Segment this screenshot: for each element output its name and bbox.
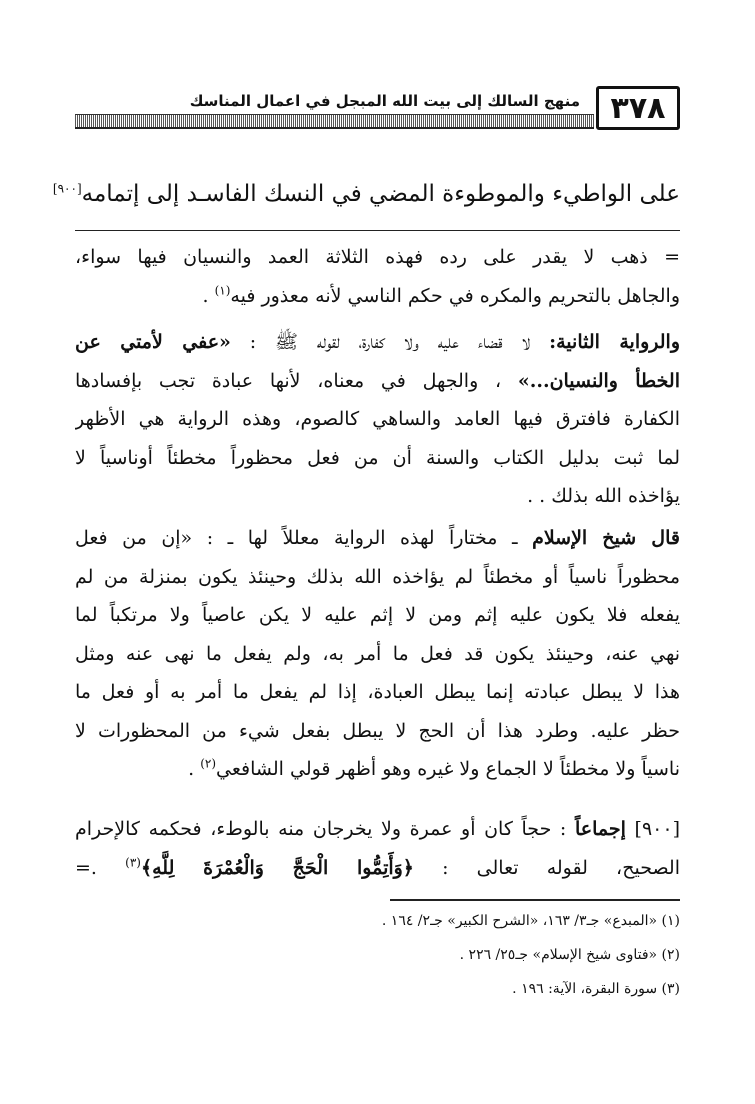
- text-span: لا قضاء عليه ولا كفارة، لقوله ﷺ :: [230, 331, 550, 353]
- bold-lead: قال شيخ الإسلام: [532, 527, 680, 549]
- matn-ref: [٩٠٠]: [52, 181, 82, 196]
- text-line: [75, 362, 680, 401]
- footnotes: [75, 904, 680, 1006]
- text-line: [75, 277, 680, 316]
- text-line: لما ثبت بدليل الكتاب والسنة أن من فعل محظوراً مخطئاً أوناسياً لا: [75, 446, 680, 469]
- bold-lead: إجماعاً: [574, 818, 626, 840]
- commentary-paragraph-4: [75, 810, 680, 887]
- commentary-paragraph-2: [75, 323, 680, 516]
- bold-lead: والرواية الثانية:: [549, 331, 680, 353]
- matn-text: [52, 172, 680, 216]
- text-line: حظر عليه. وطرد هذا أن الحج لا يبطل بفعل شيء من المحظورات لا: [75, 719, 680, 742]
- matn-divider: [75, 230, 680, 231]
- text-line: [75, 750, 680, 789]
- text-line: [75, 810, 680, 849]
- text-span: .: [202, 284, 215, 307]
- quran-verse: ﴿وَأَتِمُّوا الْحَجَّ وَالْعُمْرَةَ لِلَّهِ﴾: [140, 856, 414, 879]
- footnote-ref: (١): [214, 283, 231, 298]
- running-header: [75, 86, 680, 136]
- text-line: = ذهب لا يقدر على رده فهذه الثلاثة العمد والنسيان فيها سواء،: [75, 246, 680, 268]
- footnote-1: (١) «المبدع» جـ٣/ ١٦٣، «الشرح الكبير» جـ٢/ ١٦٤ .: [381, 913, 680, 929]
- text-line: الكفارة فافترق فيها العامد والساهي كالصوم، وهذه الرواية هي الأظهر: [75, 408, 680, 430]
- text-span: والجاهل بالتحريم والمكره في حكم الناسي لأنه معذور فيه: [230, 284, 680, 307]
- footnote-ref: (٣): [125, 855, 141, 870]
- text-line: [75, 849, 680, 888]
- running-title: منهج السالك إلى بيت الله المبجل في اعمال المناسك: [189, 92, 580, 110]
- text-span: : حجاً كان أو عمرة ولا يخرجان منه بالوطء، فحكمه كالإحرام: [75, 818, 575, 840]
- hadith-quote: الخطأ والنسيان...»: [517, 369, 680, 392]
- text-line: نهي عنه، وحينئذ يكون قد فعل ما أمر به، ولم يفعل ما نهى عنه ومثل: [75, 642, 680, 665]
- text-line: يفعله فلا يكون عليه إثم ومن لا إثم عليه لا يكن عاصياً ولا مرتكباً لما: [75, 604, 680, 626]
- header-rule: [75, 114, 594, 129]
- page-number: ٣٧٨: [596, 86, 680, 130]
- footnote-3: (٣) سورة البقرة، الآية: ١٩٦ .: [512, 981, 680, 997]
- commentary-paragraph-1: [75, 238, 680, 315]
- commentary-paragraph-3: [75, 519, 680, 789]
- text-line: هذا لا يبطل عبادته إنما يبطل العبادة، إذا لم يفعل ما أمر به أو فعل ما: [75, 681, 680, 703]
- text-span: .: [90, 856, 126, 879]
- matn-line: على الواطيء والموطوءة المضي في النسك الفاسـد إلى إتمامه: [81, 181, 680, 207]
- footnote-2: (٢) «فتاوى شيخ الإسلام» جـ٢٥/ ٢٢٦ .: [459, 947, 680, 963]
- note-ref: [٩٠٠]: [634, 818, 680, 840]
- text-line: [75, 323, 680, 362]
- text-span: .: [188, 758, 201, 780]
- text-span: ، والجهل في معناه، لأنها عبادة تجب بإفسادها: [75, 369, 518, 392]
- footnote-divider: [390, 899, 680, 901]
- footnote-ref: (٢): [200, 756, 217, 771]
- text-line: يؤاخذه الله بذلك . .: [527, 485, 680, 507]
- text-line: [75, 519, 680, 558]
- text-span: ـ مختاراً لهذه الرواية معللاً لها ـ : «إن من فعل: [75, 527, 533, 549]
- hadith-quote: «عفي لأمتي عن: [75, 331, 231, 353]
- continuation-mark: =: [75, 856, 91, 879]
- text-span: ناسياً ولا مخطئاً لا الجماع ولا غيره وهو أظهر قولي الشافعي: [216, 758, 680, 780]
- text-span: الصحيح، لقوله تعالى :: [413, 856, 680, 879]
- text-line: محظوراً ناسياً أو مخطئاً لم يؤاخذه الله بذلك وحينئذ يكون بمنزلة من لم: [75, 565, 680, 588]
